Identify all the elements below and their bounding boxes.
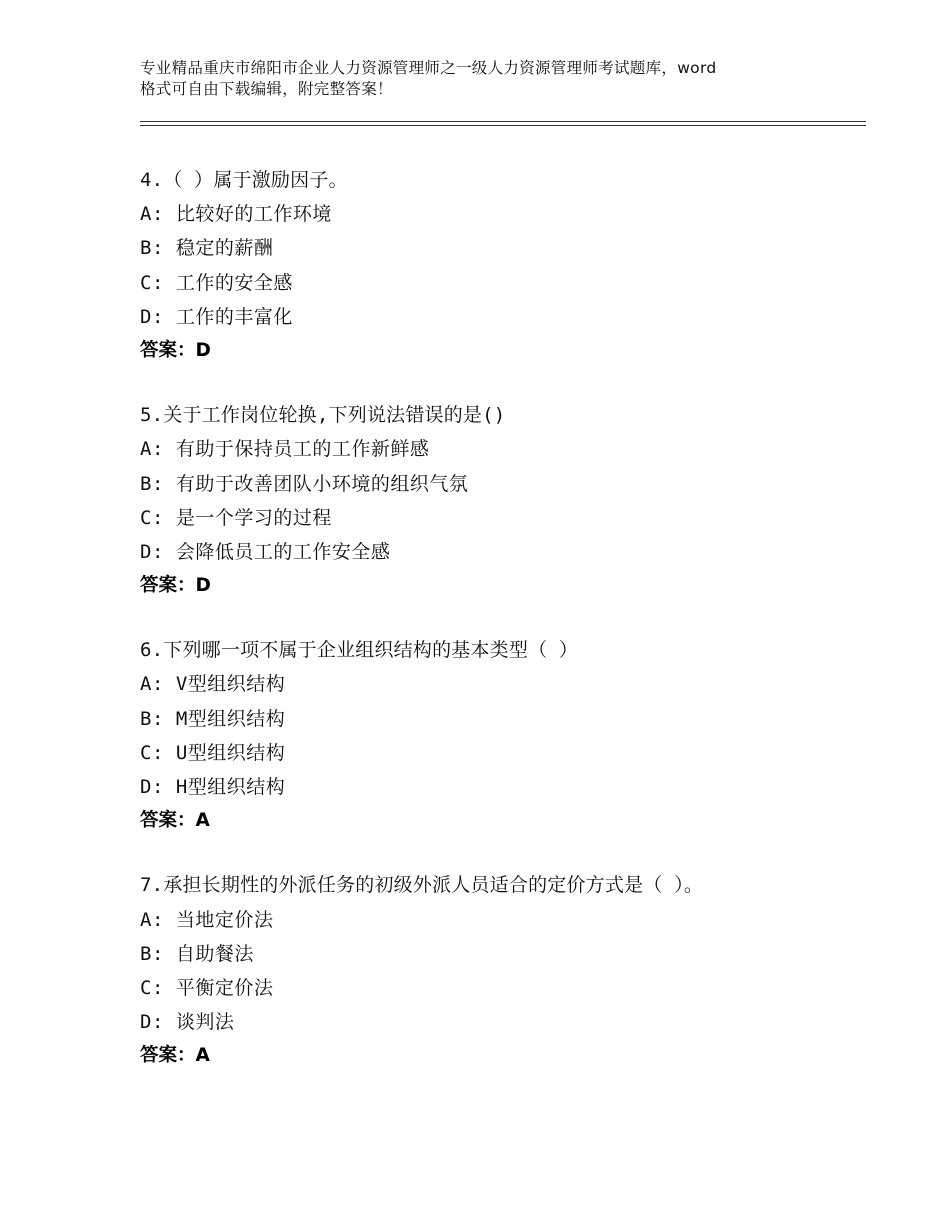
answer-label: 答案：A (140, 810, 210, 832)
question-4 (140, 163, 860, 368)
question-stem: 6.下列哪一项不属于企业组织结构的基本类型（ ） (140, 639, 579, 662)
option-b: B: 有助于改善团队小环境的组织气氛 (140, 472, 469, 495)
option-d: D: H型组织结构 (140, 776, 286, 798)
option-c: C: U型组织结构 (140, 741, 286, 764)
option-c: C: 平衡定价法 (140, 976, 274, 999)
option-a: A: V型组织结构 (140, 673, 286, 696)
answer-label: 答案：A (140, 1045, 210, 1067)
option-d: D: 谈判法 (140, 1011, 235, 1034)
option-c: C: 是一个学习的过程 (140, 506, 332, 529)
option-b: B: 稳定的薪酬 (140, 237, 274, 260)
answer-label: 答案：D (140, 339, 211, 361)
question-stem: 4.（ ）属于激励因子。 (140, 169, 348, 191)
option-a: A: 有助于保持员工的工作新鲜感 (140, 438, 430, 461)
option-b: B: 自助餐法 (140, 942, 254, 965)
option-a: A: 比较好的工作环境 (140, 203, 332, 226)
option-d: D: 工作的丰富化 (140, 305, 293, 328)
option-c: C: 工作的安全感 (140, 271, 293, 294)
header-divider-bottom (140, 125, 866, 126)
option-b: B: M型组织结构 (140, 707, 286, 730)
option-a: A: 当地定价法 (140, 908, 274, 931)
question-7 (140, 868, 860, 1073)
question-stem: 7.承担长期性的外派任务的初级外派人员适合的定价方式是（ ）。 (140, 874, 704, 897)
question-5 (140, 398, 860, 603)
question-list (140, 163, 860, 1104)
question-6 (140, 633, 860, 838)
header-title-line-2: 格式可自由下载编辑，附完整答案！ (140, 80, 393, 98)
header-title-line-1: 专业精品重庆市绵阳市企业人力资源管理师之一级人力资源管理师考试题库，word (140, 59, 717, 77)
answer-label: 答案：D (140, 575, 211, 597)
question-stem: 5.关于工作岗位轮换,下列说法错误的是() (140, 404, 506, 427)
header-divider-top (140, 121, 866, 122)
document-header (140, 58, 840, 100)
option-d: D: 会降低员工的工作安全感 (140, 540, 391, 563)
